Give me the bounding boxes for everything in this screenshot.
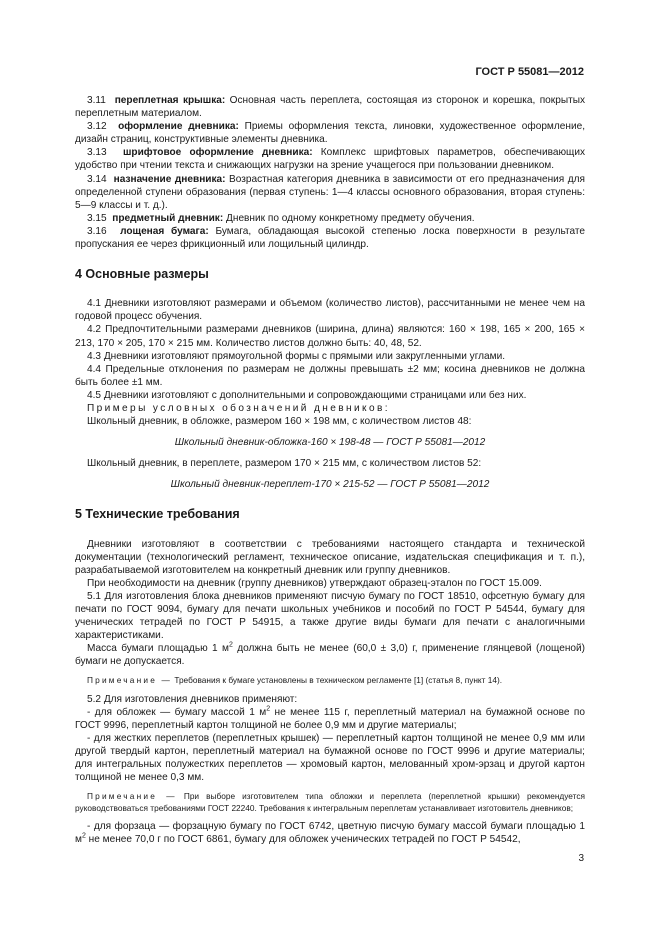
term: шрифтовое оформление дневника: xyxy=(122,147,313,159)
term: назначение дневника: xyxy=(113,173,226,185)
paragraph-4-5: 4.5 Дневники изготовляют с дополнительными и сопровождающими страницами или без них. xyxy=(87,389,527,401)
definition-3-16: 3.16 лощеная бумага: Бумага, обладающая высокой степенью лоска поверхности в результате пропускания ее через фрикционный или лощильный цилиндр. xyxy=(75,225,585,251)
example-1-text: Школьный дневник, в обложке, размером 160 × 198 мм, с количеством листов 48: xyxy=(87,416,472,428)
definition-3-11: 3.11 переплетная крышка: Основная часть переплета, состоящая из сторонок и корешка, покрытых переплетным материалом. xyxy=(75,95,585,120)
paragraph-hard-covers: - для жестких переплетов (переплетных крышек) — переплетный картон толщиной не менее 0,9 мм или другой твердый картон, переплетный материал на бумажной основе по ГОСТ 9996 и другие материалы; для интегральных полужестких переплетов — хромовый картон, мелованный хром-эрзац и другой картон толщиной не менее 0,3 мм. xyxy=(75,732,585,784)
example-1-code: Школьный дневник-обложка-160 × 198-48 — ГОСТ Р 55081—2012 xyxy=(174,437,486,449)
term: переплетная крышка: xyxy=(114,95,226,106)
definition-3-14: 3.14 назначение дневника: Возрастная категория дневника в зависимости от его предназначения для определенной ступени образования (первая ступень: 1—4 классы основного образования, вторая ступень: 5—9 классы и т. д.). xyxy=(75,173,586,211)
paragraph-endpaper: - для форзаца — форзацную бумагу по ГОСТ 6742, цветную писчую бумагу массой бумаги площадью 1 $м^2$ не менее 70,0 г по ГОСТ 6861, бумагу для обложек ученических тетрадей по ГОСТ Р 54542, xyxy=(75,820,585,845)
section-5-heading: 5 Технические требования xyxy=(75,507,240,522)
page-number: 3 xyxy=(578,853,584,864)
example-2-code: Школьный дневник-переплет-170 × 215-52 — ГОСТ Р 55081—2012 xyxy=(170,479,490,491)
page-content xyxy=(75,94,585,846)
paragraph-5-1: 5.1 Для изготовления блока дневников применяют писчую бумагу по ГОСТ 18510, офсетную бумагу для печати по ГОСТ 9094, бумагу для печати школьных учебников и пособий по ГОСТ Р 54544, бумагу для ученических тетрадей по ГОСТ Р 54915, а также другие виды бумаги для печати с аналогичными характеристиками. xyxy=(75,590,585,642)
paragraph-covers: - для обложек — бумагу массой 1 $м^2$ не менее 115 г, переплетный материал на бумажной основе по ГОСТ 9996, переплетный картон толщиной не более 0,9 мм и другие материалы; xyxy=(75,705,585,731)
paragraph-paper-mass: Масса бумаги площадью 1 $м^2$ должна быть не менее (60,0 ± 3,0) г, применение глянцевой (лощеной) бумаги не допускается. xyxy=(75,641,586,668)
paragraph-5-intro: Дневники изготовляют в соответствии с требованиями настоящего стандарта и технической документации (технологический регламент, техническое описание, издательская спецификация и т. п.), разрабатываемой изготовителем на конкретный дневник или группу дневников. xyxy=(75,538,585,576)
paragraph-4-4: 4.4 Предельные отклонения по размерам не должны превышать ±2 мм; косина дневников не должна быть более ±1 мм. xyxy=(75,363,585,388)
paragraph-5-2: 5.2 Для изготовления дневников применяют: xyxy=(87,693,298,705)
term: предметный дневник: xyxy=(112,212,224,224)
definition-3-12: 3.12 оформление дневника: Приемы оформления текста, линовки, художественное оформление, дизайн страниц, конструктивные элементы дневника. xyxy=(75,121,586,146)
term: лощеная бумага: xyxy=(120,225,209,237)
example-2-text: Школьный дневник, в переплете, размером 170 × 215 мм, с количеством листов 52: xyxy=(87,458,482,470)
paragraph-4-3: 4.3 Дневники изготовляют прямоугольной формы с прямыми или закругленными углами. xyxy=(87,350,506,362)
paragraph-4-1: 4.1 Дневники изготовляют размерами и объемом (количество листов), рассчитанными не менее чем на годовой процесс обучения. xyxy=(75,298,585,323)
document-id: ГОСТ Р 55081—2012 xyxy=(475,66,584,78)
definition-3-13: 3.13 шрифтовое оформление дневника: Комплекс шрифтовых параметров, обеспечивающих удобство при чтении текста и снижающих нагрузки на зрение учащегося при пользовании дневником. xyxy=(75,147,586,172)
term: оформление дневника: xyxy=(118,121,239,133)
paragraph-5-etalon: При необходимости на дневник (группу дневников) утверждают образец-эталон по ГОСТ 15.009. xyxy=(87,577,542,589)
note-2: Примечание — При выборе изготовителем типа обложки и переплета (переплетной крышки) рекомендуется руководствоваться требованиями ГОСТ 22240. Требования к интегральным переплетам устанавливает изготовитель дневников; xyxy=(75,791,585,813)
examples-label: Примеры условных обозначений дневников: xyxy=(87,402,390,414)
note-1: Примечание — Требования к бумаге установлены в техническом регламенте [1] (статья 8, пункт 14). xyxy=(87,675,503,686)
section-4-heading: 4 Основные размеры xyxy=(75,267,209,282)
definition-3-15: 3.15 предметный дневник: Дневник по одному конкретному предмету обучения. xyxy=(87,212,475,224)
paragraph-4-2: 4.2 Предпочтительными размерами дневников (ширина, длина) являются: 160 × 198, 165 × 200, 165 × 213, 170 × 205, 170 × 215 мм. Количество листов должно быть: 40, 48, 52. xyxy=(75,324,585,349)
